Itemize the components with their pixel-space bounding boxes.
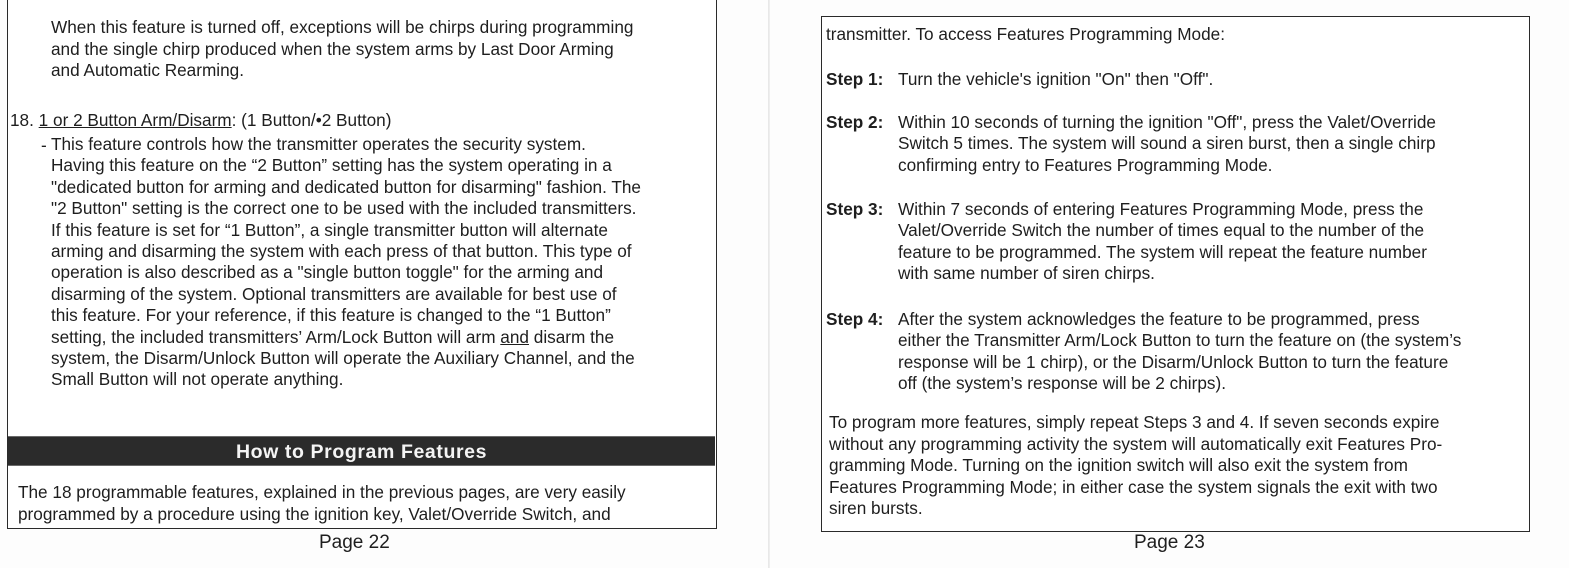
text-line: If this feature is set for “1 Button”, a single transmitter button will alternate [51,219,608,240]
step-3-text [898,199,1427,284]
text-line: When this feature is turned off, exceptions will be chirps during programming [51,17,634,37]
text-line: gramming Mode. Turning on the ignition switch will also exit the system from [829,455,1408,475]
text-line: off (the system’s response will be 2 chirps). [898,372,1226,393]
section-heading: How to Program Features [8,436,715,466]
step-1-text [898,69,1213,90]
text-line: operation is also described as a "single button toggle" for the arming and [51,262,604,283]
step-1-label: Step 1: [826,69,884,89]
intro-paragraph [51,17,633,82]
item-18-heading [10,110,391,131]
text-line [51,327,641,348]
text-line: "2 Button" setting is the correct one to be used with the included transmitters. [51,198,637,219]
step-4-text [898,309,1461,394]
section-paragraph [18,482,626,525]
step-2-label: Step 2: [826,112,884,132]
text-line: programmed by a procedure using the ignition key, Valet/Override Switch, and [18,503,611,524]
closing-paragraph [829,412,1442,520]
underlined-word: and [500,326,529,347]
item-18-body [51,134,641,391]
text-line: Within 7 seconds of entering Features Programming Mode, press the [898,199,1424,219]
text-line: without any programming activity the system will automatically exit Features Pro- [829,433,1443,454]
intro-line: transmitter. To access Features Programming Mode: [826,24,1225,44]
text-line: Valet/Override Switch the number of times equal to the number of the [898,220,1425,241]
text-line: with same number of siren chirps. [898,262,1155,283]
page-23 [770,0,1569,568]
text-line: Features Programming Mode; in either case the system signals the exit with two [829,476,1438,497]
text-span: setting, the included transmitters’ Arm/Lock Button will arm [51,326,501,347]
text-line: Turn the vehicle's ignition "On" then "Off". [898,69,1214,89]
text-line: siren bursts. [829,498,923,518]
text-line: Within 10 seconds of turning the ignition "Off", press the Valet/Override [898,112,1436,132]
text-line: either the Transmitter Arm/Lock Button to turn the feature on (the system’s [898,330,1462,351]
text-line: system, the Disarm/Unlock Button will operate the Auxiliary Channel, and the [51,348,635,369]
text-line: Switch 5 times. The system will sound a siren burst, then a single chirp [898,133,1436,154]
text-line: After the system acknowledges the feature to be programmed, press [898,309,1420,329]
item-title: 1 or 2 Button Arm/Disarm [38,110,232,130]
text-line: This feature controls how the transmitter operates the security system. [51,134,586,154]
page-number: Page 22 [319,532,390,553]
text-line: The 18 programmable features, explained in the previous pages, are very easily [18,482,626,502]
text-line: To program more features, simply repeat Steps 3 and 4. If seven seconds expire [829,412,1440,432]
text-span: disarm the [528,326,614,347]
text-line: and the single chirp produced when the system arms by Last Door Arming [51,38,614,59]
item-options: : (1 Button/•2 Button) [231,110,392,130]
text-line: Small Button will not operate anything. [51,369,344,390]
page-22 [0,0,768,568]
step-3-label: Step 3: [826,199,884,219]
text-line: response will be 1 chirp), or the Disarm/Unlock Button to turn the feature [898,351,1449,372]
page-number: Page 23 [1134,532,1205,553]
text-line: arming and disarming the system with each press of that button. This type of [51,241,632,262]
text-line: Having this feature on the “2 Button” setting has the system operating in a [51,155,612,176]
text-line: disarming of the system. Optional transmitters are available for best use of [51,283,617,304]
text-line: confirming entry to Features Programming Mode. [898,154,1273,175]
text-line: "dedicated button for arming and dedicated button for disarming" fashion. The [51,176,641,197]
step-4-label: Step 4: [826,309,884,329]
item-dash: - [41,135,47,155]
step-2-text [898,112,1436,176]
text-line: feature to be programmed. The system will repeat the feature number [898,241,1427,262]
item-number: 18. [10,110,39,130]
text-line: this feature. For your reference, if this feature is changed to the “1 Button” [51,305,611,326]
text-line: and Automatic Rearming. [51,60,244,80]
